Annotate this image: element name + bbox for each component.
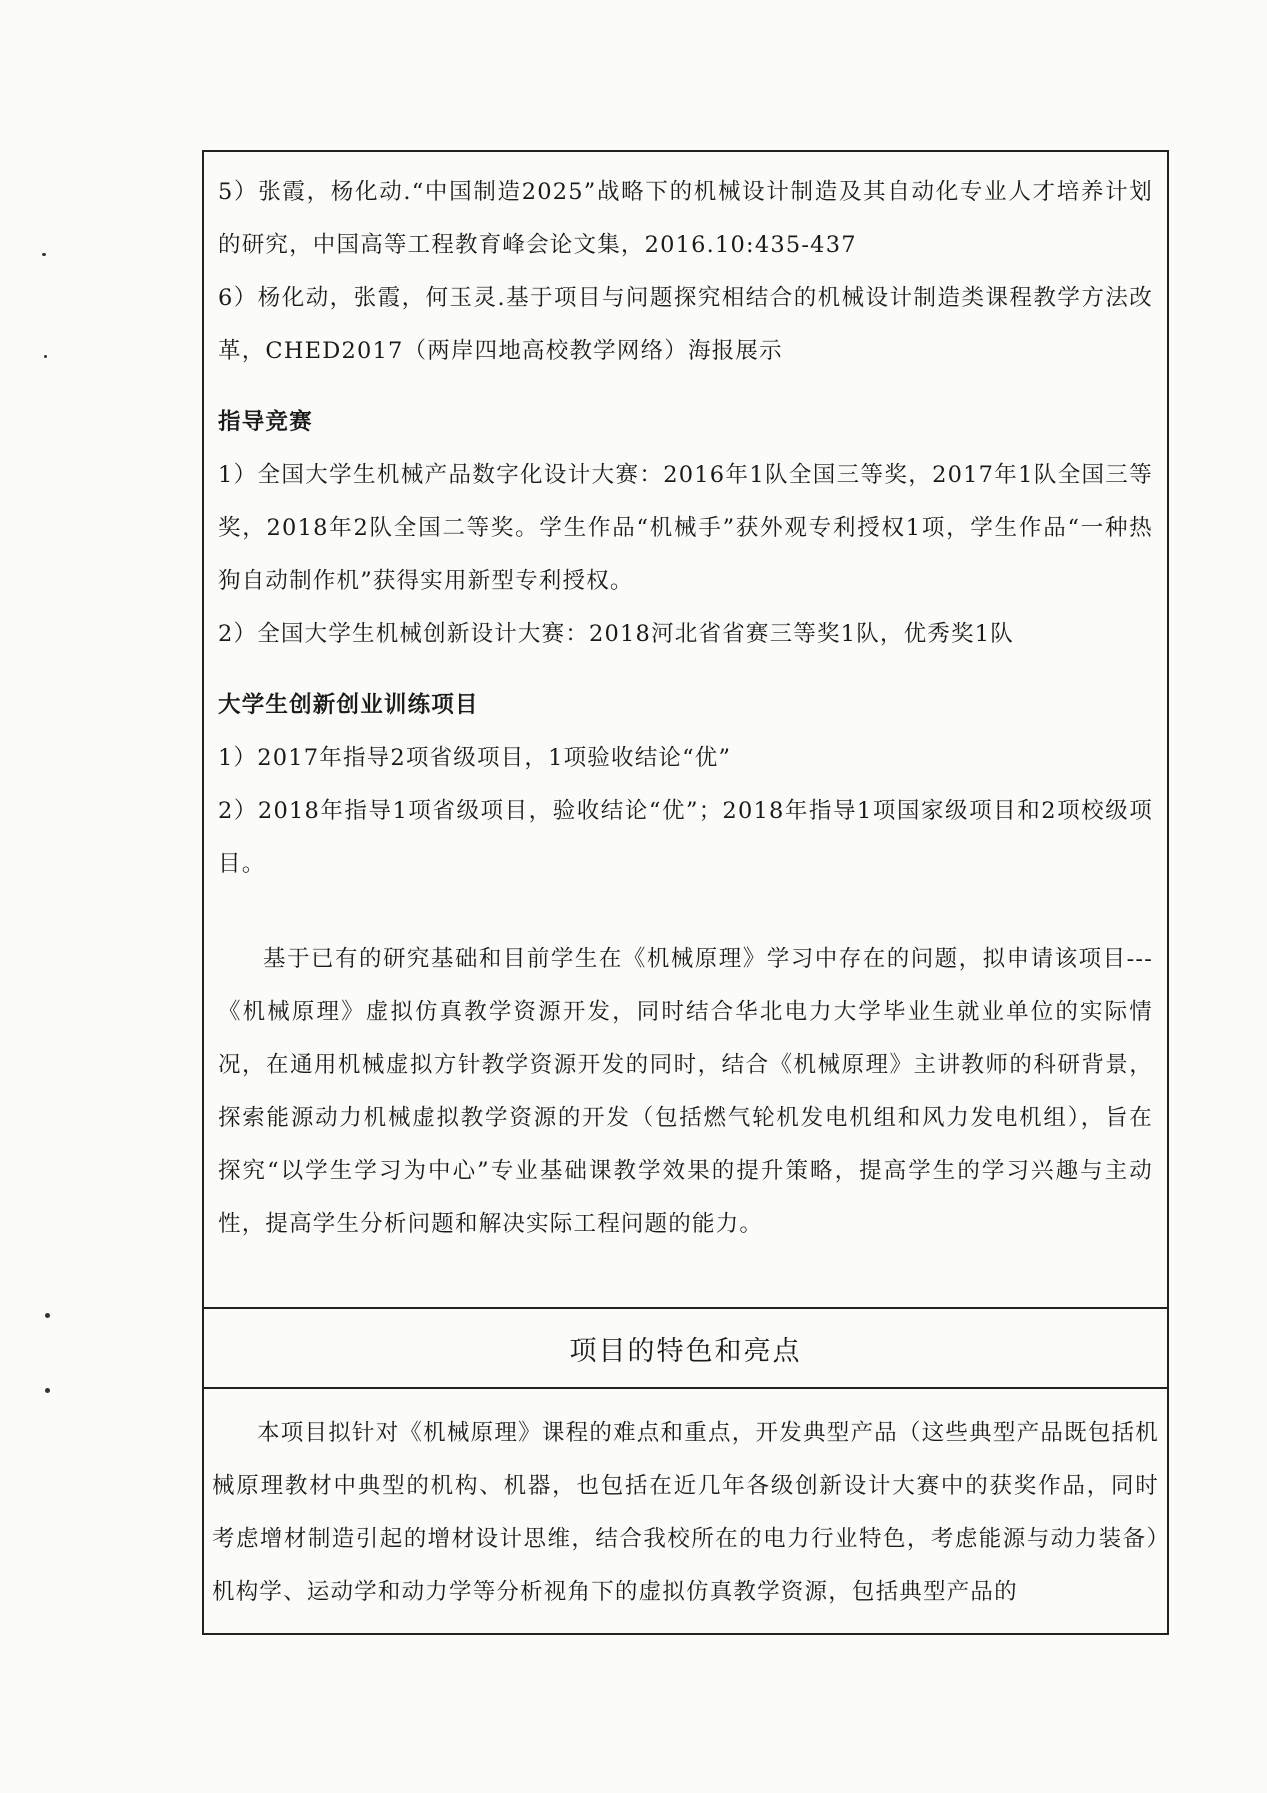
innovation-project-item: 2）2018年指导1项省级项目，验收结论“优”；2018年指导1项国家级项目和2项校级项目。: [218, 798, 1153, 877]
features-cell: [204, 1389, 1167, 1633]
competition-item: 1）全国大学生机械产品数字化设计大赛：2016年1队全国三等奖，2017年1队全国三等奖，2018年2队全国二等奖。学生作品“机械手”获外观专利授权1项，学生作品“一种热狗自动制作机”获得实用新型专利授权。: [218, 462, 1153, 594]
innovation-projects-heading: 大学生创新创业训练项目: [218, 692, 479, 718]
margin-dot: [42, 253, 46, 256]
innovation-project-item: 1）2017年指导2项省级项目，1项验收结论“优”: [218, 745, 732, 771]
publication-item: 6）杨化动，张霞，何玉灵.基于项目与问题探究相结合的机械设计制造类课程教学方法改革，CHED2017（两岸四地高校教学网络）海报展示: [218, 285, 1153, 364]
spacer: [218, 891, 1153, 933]
margin-dot: [44, 355, 47, 358]
section-title: 项目的特色和亮点: [204, 1309, 1167, 1389]
features-paragraph: 本项目拟针对《机械原理》课程的难点和重点，开发典型产品（这些典型产品既包括机械原理教材中典型的机构、机器，也包括在近几年各级创新设计大赛中的获奖作品，同时考虑增材制造引起的增材设计思维，结合我校所在的电力行业特色，考虑能源与动力装备）机构学、运动学和动力学等分析视角下的虚拟仿真教学资源，包括典型产品的: [212, 1420, 1159, 1605]
form-table: [202, 150, 1169, 1635]
margin-dot: [45, 1313, 50, 1318]
research-basis-cell: [204, 152, 1167, 1309]
competitions-heading: 指导竞赛: [218, 409, 313, 435]
summary-paragraph: 基于已有的研究基础和目前学生在《机械原理》学习中存在的问题，拟申请该项目---《机械原理》虚拟仿真教学资源开发，同时结合华北电力大学毕业生就业单位的实际情况，在通用机械虚拟方针教学资源开发的同时，结合《机械原理》主讲教师的科研背景，探索能源动力机械虚拟教学资源的开发（包括燃气轮机发电机组和风力发电机组），旨在探究“以学生学习为中心”专业基础课教学效果的提升策略，提高学生的学习兴趣与主动性，提高学生分析问题和解决实际工程问题的能力。: [218, 946, 1153, 1237]
publication-item: 5）张霞，杨化动.“中国制造2025”战略下的机械设计制造及其自动化专业人才培养计划的研究，中国高等工程教育峰会论文集，2016.10:435-437: [218, 179, 1153, 258]
margin-dot: [45, 1388, 50, 1393]
competition-item: 2）全国大学生机械创新设计大赛：2018河北省省赛三等奖1队，优秀奖1队: [218, 621, 1014, 647]
